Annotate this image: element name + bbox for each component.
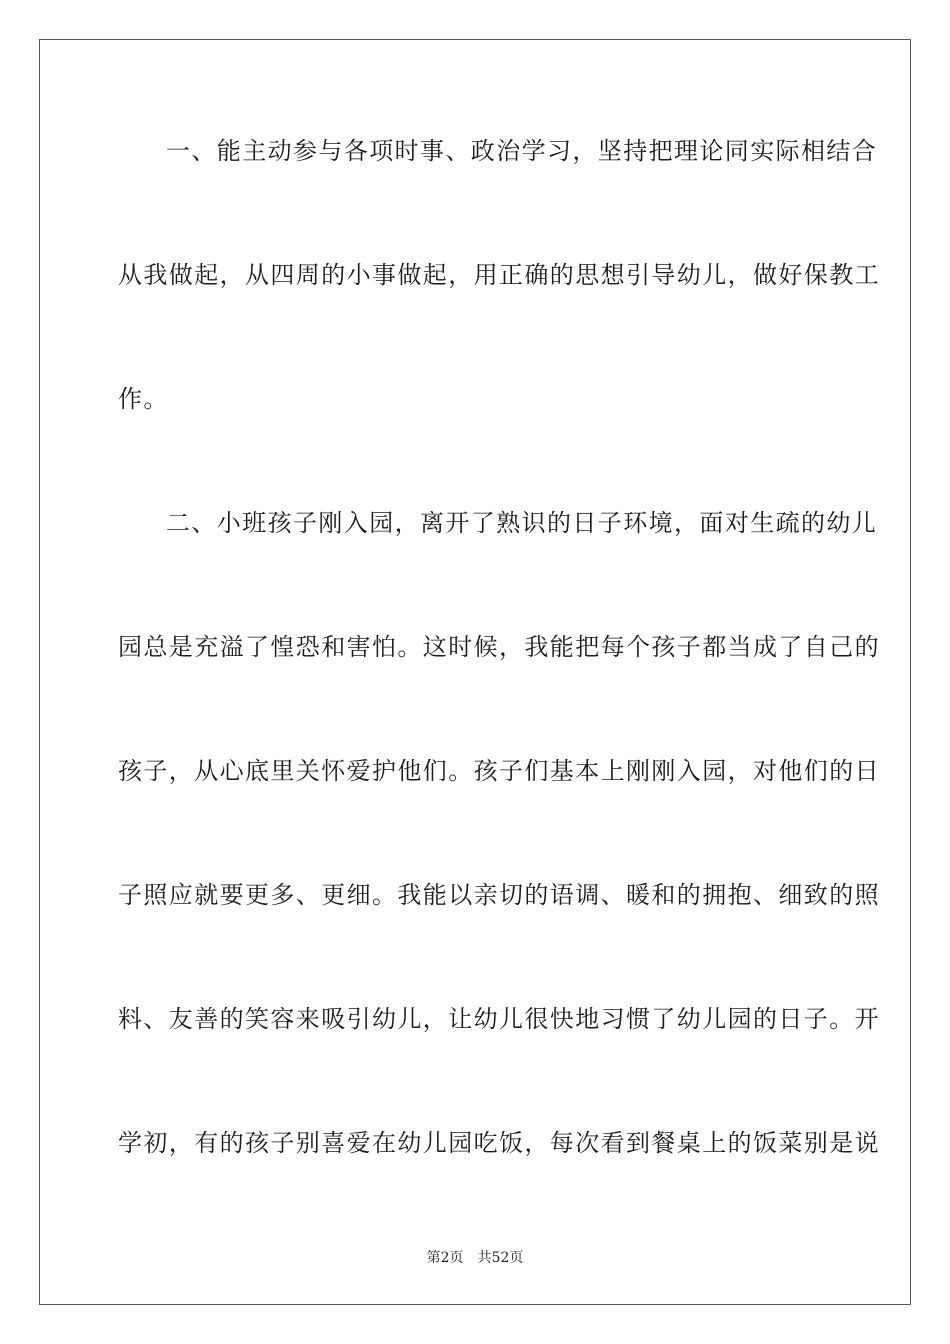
paragraph-line: 子照应就要更多、更细。我能以亲切的语调、暖和的拥抱、细致的照 (118, 881, 880, 909)
paragraph-line: 作。 (118, 385, 169, 413)
paragraph-line: 孩子，从心底里关怀爱护他们。孩子们基本上刚刚入园，对他们的日 (118, 757, 880, 785)
paragraph-line: 从我做起，从四周的小事做起，用正确的思想引导幼儿，做好保教工 (118, 261, 880, 289)
paragraph-line: 园总是充溢了惶恐和害怕。这时候，我能把每个孩子都当成了自己的 (118, 633, 880, 661)
paragraph-line: 学初，有的孩子别喜爱在幼儿园吃饭，每次看到餐桌上的饭菜别是说 (118, 1129, 880, 1157)
page-number-footer: 第2页 共52页 (426, 1250, 524, 1266)
paragraph-line: 一、能主动参与各项时事、政治学习，坚持把理论同实际相结合 (166, 137, 878, 165)
paragraph-line: 二、小班孩子刚入园，离开了熟识的日子环境，面对生疏的幼儿 (166, 509, 878, 537)
paragraph-line: 料、友善的笑容来吸引幼儿，让幼儿很快地习惯了幼儿园的日子。开 (118, 1005, 880, 1033)
page-border (39, 39, 911, 1305)
